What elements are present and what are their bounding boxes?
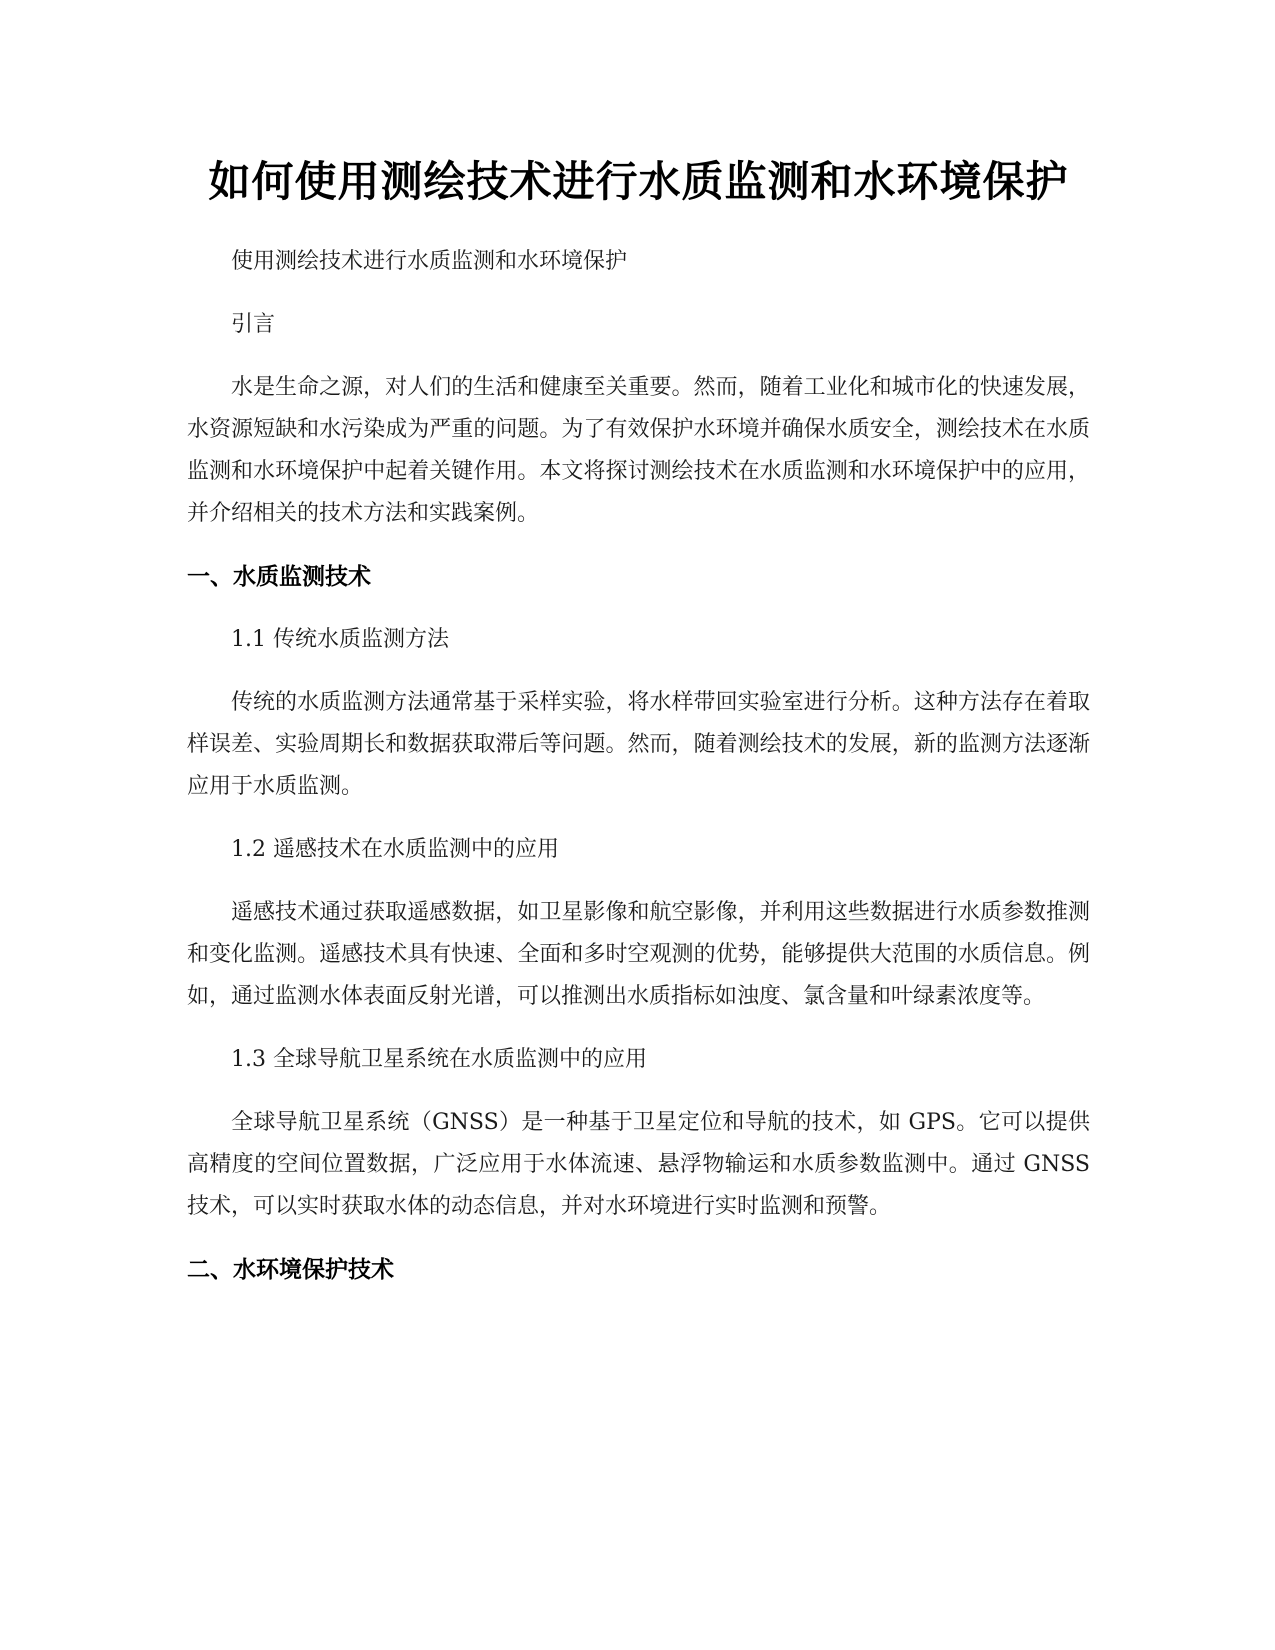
document-subtitle: 使用测绘技术进行水质监测和水环境保护 (231, 249, 628, 274)
document-content (187, 145, 1090, 1312)
subsection-heading-1-2: 1.2 遥感技术在水质监测中的应用 (231, 837, 559, 862)
subsection-heading-1-3: 1.3 全球导航卫星系统在水质监测中的应用 (231, 1047, 647, 1072)
paragraph-introduction: 水是生命之源，对人们的生活和健康至关重要。然而，随着工业化和城市化的快速发展，水资源短缺和水污染成为严重的问题。为了有效保护水环境并确保水质安全，测绘技术在水质监测和水环境保护中起着关键作用。本文将探讨测绘技术在水质监测和水环境保护中的应用，并介绍相关的技术方法和实践案例。 (187, 375, 1090, 526)
paragraph-1-2: 遥感技术通过获取遥感数据，如卫星影像和航空影像，并利用这些数据进行水质参数推测和变化监测。遥感技术具有快速、全面和多时空观测的优势，能够提供大范围的水质信息。例如，通过监测水体表面反射光谱，可以推测出水质指标如浊度、氯含量和叶绿素浓度等。 (187, 900, 1090, 1009)
section-heading-2: 二、水环境保护技术 (187, 1257, 394, 1283)
paragraph-1-3: 全球导航卫星系统（GNSS）是一种基于卫星定位和导航的技术，如 GPS。它可以提供高精度的空间位置数据，广泛应用于水体流速、悬浮物输运和水质参数监测中。通过 GNSS 技术，可以实时获取水体的动态信息，并对水环境进行实时监测和预警。 (187, 1110, 1090, 1219)
section-label-introduction: 引言 (231, 312, 276, 337)
document-title: 如何使用测绘技术进行水质监测和水环境保护 (208, 157, 1069, 206)
subsection-heading-1-1: 1.1 传统水质监测方法 (231, 627, 449, 652)
paragraph-1-1: 传统的水质监测方法通常基于采样实验，将水样带回实验室进行分析。这种方法存在着取样误差、实验周期长和数据获取滞后等问题。然而，随着测绘技术的发展，新的监测方法逐渐应用于水质监测。 (187, 690, 1090, 799)
section-heading-1: 一、水质监测技术 (187, 564, 371, 590)
